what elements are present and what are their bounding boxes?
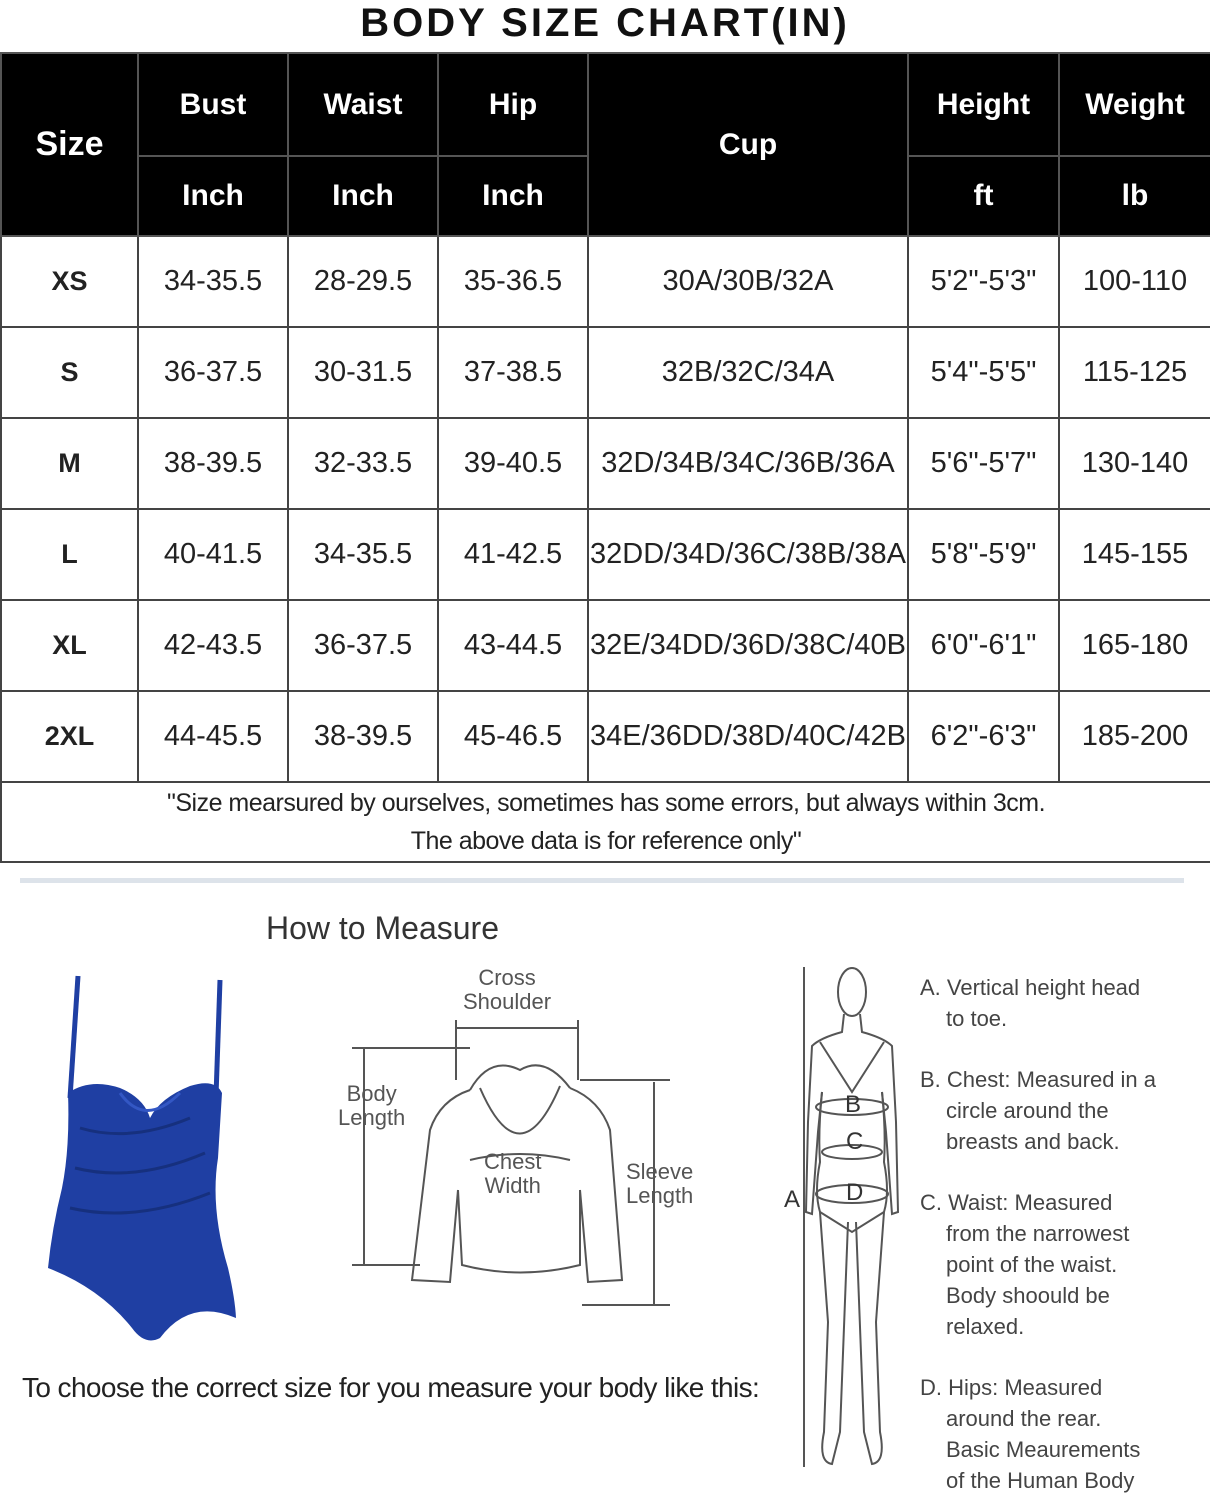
cell-waist: 28-29.5 bbox=[288, 236, 438, 327]
body-length-label-1: Body bbox=[346, 1081, 397, 1106]
body-figure bbox=[770, 962, 910, 1492]
body-length-label-2: Length bbox=[338, 1105, 406, 1130]
cell-cup: 32E/34DD/36D/38C/40B bbox=[588, 600, 908, 691]
cell-weight: 115-125 bbox=[1059, 327, 1210, 418]
table-row bbox=[1, 509, 1210, 600]
instruction-c-title: C. Waist: Measured bbox=[920, 1190, 1113, 1215]
cell-waist: 30-31.5 bbox=[288, 327, 438, 418]
cell-waist: 34-35.5 bbox=[288, 509, 438, 600]
instruction-c-line: Body shoould be bbox=[946, 1283, 1110, 1308]
chest-width-label bbox=[484, 1150, 541, 1198]
header-bust: Bust bbox=[138, 53, 288, 156]
table-row bbox=[1, 418, 1210, 509]
sleeve-length-label-1: Sleeve bbox=[626, 1159, 694, 1184]
unit-height: ft bbox=[908, 156, 1059, 236]
cell-bust: 34-35.5 bbox=[138, 236, 288, 327]
cross-shoulder-label-2: Shoulder bbox=[463, 989, 552, 1014]
cell-bust: 38-39.5 bbox=[138, 418, 288, 509]
cell-weight: 130-140 bbox=[1059, 418, 1210, 509]
instruction-b-line: breasts and back. bbox=[946, 1129, 1120, 1154]
chest-width-label-2: Width bbox=[484, 1173, 541, 1198]
chart-title: BODY SIZE CHART(IN) bbox=[360, 1, 850, 45]
instruction-a-title: A. Vertical height head bbox=[920, 975, 1141, 1000]
instruction-a-line: to toe. bbox=[946, 1006, 1008, 1031]
unit-waist: Inch bbox=[288, 156, 438, 236]
cell-bust: 40-41.5 bbox=[138, 509, 288, 600]
how-to-measure-heading: How to Measure bbox=[266, 910, 499, 946]
table-row bbox=[1, 236, 1210, 327]
cell-hip: 37-38.5 bbox=[438, 327, 588, 418]
instruction-d-line: of the Human Body bbox=[946, 1468, 1135, 1493]
cell-hip: 43-44.5 bbox=[438, 600, 588, 691]
body-length-label bbox=[338, 1082, 405, 1130]
note-line-2: The above data is for reference only" bbox=[410, 827, 802, 855]
swimsuit-image bbox=[40, 968, 250, 1348]
cell-size: S bbox=[1, 327, 138, 418]
cell-weight: 100-110 bbox=[1059, 236, 1210, 327]
table-row bbox=[1, 600, 1210, 691]
size-chart-table bbox=[0, 52, 1210, 863]
disclaimer-note bbox=[1, 782, 1210, 862]
cell-height: 5'8"-5'9" bbox=[908, 509, 1059, 600]
instruction-d-title: D. Hips: Measured bbox=[920, 1375, 1103, 1400]
cell-hip: 45-46.5 bbox=[438, 691, 588, 782]
unit-weight: lb bbox=[1059, 156, 1210, 236]
body-label-d: D bbox=[846, 1179, 864, 1206]
instruction-c bbox=[920, 1187, 1200, 1342]
instruction-b-title: B. Chest: Measured in a bbox=[920, 1067, 1157, 1092]
instruction-d-line: around the rear. bbox=[946, 1406, 1102, 1431]
cell-height: 5'6"-5'7" bbox=[908, 418, 1059, 509]
header-height: Height bbox=[908, 53, 1059, 156]
instruction-b-line: circle around the bbox=[946, 1098, 1109, 1123]
cell-height: 5'4"-5'5" bbox=[908, 327, 1059, 418]
unit-hip: Inch bbox=[438, 156, 588, 236]
cell-hip: 39-40.5 bbox=[438, 418, 588, 509]
table-row bbox=[1, 691, 1210, 782]
instruction-a bbox=[920, 972, 1200, 1034]
instruction-d-line: Basic Meaurements bbox=[946, 1437, 1141, 1462]
cell-cup: 32D/34B/34C/36B/36A bbox=[588, 418, 908, 509]
header-size: Size bbox=[1, 53, 138, 236]
cell-height: 6'2"-6'3" bbox=[908, 691, 1059, 782]
cell-height: 5'2"-5'3" bbox=[908, 236, 1059, 327]
cell-cup: 32DD/34D/36C/38B/38A bbox=[588, 509, 908, 600]
instruction-c-line: point of the waist. bbox=[946, 1252, 1118, 1277]
measure-lead-text: To choose the correct size for you measure your body like this: bbox=[22, 1372, 760, 1403]
header-weight: Weight bbox=[1059, 53, 1210, 156]
header-cup: Cup bbox=[588, 53, 908, 236]
body-label-a: A bbox=[784, 1186, 801, 1213]
cell-waist: 38-39.5 bbox=[288, 691, 438, 782]
cell-weight: 145-155 bbox=[1059, 509, 1210, 600]
table-row bbox=[1, 327, 1210, 418]
section-divider bbox=[20, 878, 1184, 883]
instruction-c-line: relaxed. bbox=[946, 1314, 1025, 1339]
cell-weight: 185-200 bbox=[1059, 691, 1210, 782]
cell-cup: 34E/36DD/38D/40C/42B bbox=[588, 691, 908, 782]
cell-bust: 42-43.5 bbox=[138, 600, 288, 691]
instruction-d bbox=[920, 1372, 1200, 1496]
cell-size: L bbox=[1, 509, 138, 600]
cell-size: XL bbox=[1, 600, 138, 691]
instruction-b bbox=[920, 1064, 1200, 1157]
cell-hip: 41-42.5 bbox=[438, 509, 588, 600]
chest-width-label-1: Chest bbox=[484, 1149, 542, 1174]
cell-waist: 36-37.5 bbox=[288, 600, 438, 691]
unit-bust: Inch bbox=[138, 156, 288, 236]
sleeve-length-label-2: Length bbox=[626, 1183, 694, 1208]
cell-size: 2XL bbox=[1, 691, 138, 782]
instruction-c-line: from the narrowest bbox=[946, 1221, 1130, 1246]
body-label-b: B bbox=[845, 1091, 862, 1118]
cross-shoulder-label-1: Cross bbox=[478, 965, 536, 990]
cross-shoulder-label bbox=[463, 966, 551, 1014]
cell-height: 6'0"-6'1" bbox=[908, 600, 1059, 691]
body-label-c: C bbox=[846, 1128, 864, 1155]
cell-size: M bbox=[1, 418, 138, 509]
note-line-1: "Size mearsured by ourselves, sometimes has some errors, but always within 3cm. bbox=[166, 789, 1046, 817]
sleeve-length-label bbox=[626, 1160, 693, 1208]
cell-hip: 35-36.5 bbox=[438, 236, 588, 327]
cell-bust: 44-45.5 bbox=[138, 691, 288, 782]
header-waist: Waist bbox=[288, 53, 438, 156]
header-hip: Hip bbox=[438, 53, 588, 156]
cell-bust: 36-37.5 bbox=[138, 327, 288, 418]
cell-waist: 32-33.5 bbox=[288, 418, 438, 509]
sweater-diagram bbox=[330, 960, 710, 1320]
cell-weight: 165-180 bbox=[1059, 600, 1210, 691]
cell-size: XS bbox=[1, 236, 138, 327]
cell-cup: 32B/32C/34A bbox=[588, 327, 908, 418]
cell-cup: 30A/30B/32A bbox=[588, 236, 908, 327]
